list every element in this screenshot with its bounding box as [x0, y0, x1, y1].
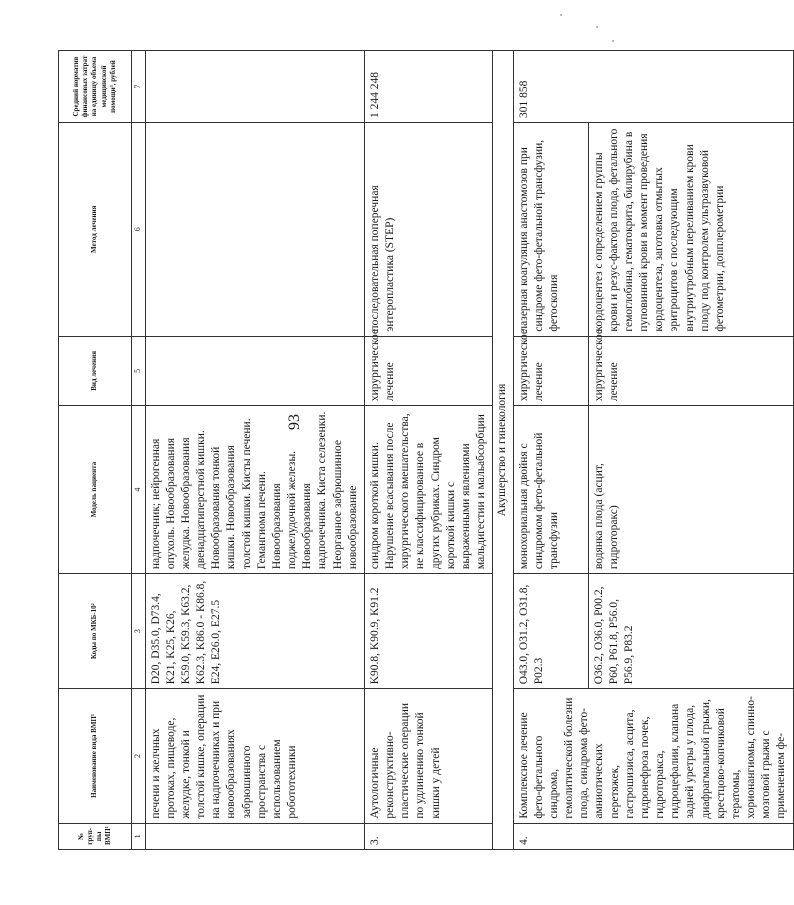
page-number: 93	[286, 414, 303, 430]
header-row	[59, 51, 132, 850]
group-number: 4.	[513, 823, 793, 849]
vmp-name: печени и желчных протоках, пищеводе, желудке, тонкой и толстой кишке, операции на надпочечниках и при новообразованиях забрюшинного пространства с использованием робототехники	[145, 689, 364, 823]
treatment-type	[145, 336, 364, 406]
section-row	[493, 51, 513, 850]
patient-model: монохориальная двойня с синдромом фето-фетальной трансфузии	[513, 406, 588, 574]
treatment-method: лазерная коагуляция анастомозов при синдроме фето-фетальной трансфузии, фетоскопия	[513, 123, 588, 337]
header-cost: Средний норматив финансовых затрат на единицу объема медицинской помощи³, рублей	[59, 51, 132, 123]
group-number	[145, 823, 364, 849]
treatment-type: хирургическое лечение	[364, 336, 492, 406]
cost: 1 244 248	[364, 51, 492, 123]
cost	[145, 51, 364, 123]
column-number: 7	[132, 51, 146, 123]
header-treatment-method: Метод лечения	[59, 123, 132, 337]
table-row	[513, 51, 588, 850]
column-number: 5	[132, 336, 146, 406]
icd-codes: D20, D35.0, D73.4, K21, K25, K26, K59.0, K59.3, K63.2, K62.3, K86.0 - K86.8, E24, E26.0, E27.5	[145, 574, 364, 689]
header-vmp-name: Наименование вида ВМП¹	[59, 689, 132, 823]
icd-codes: O43.0, O31.2, O31.8, P02.3	[513, 574, 588, 689]
scan-speck	[612, 40, 614, 42]
treatment-method: кордоцентез с определением группы крови и резус-фактора плода, фетального гемоглобина, гематокрита, билирубина в пуповинной крови в момент проведения кордоцентеза, заготовка отмытых эритроцитов с последующим внутриутробным переливанием крови плоду под контролем ультразвуковой фетометрии, допплерометрии	[588, 123, 793, 337]
group-number: 3.	[364, 823, 492, 849]
column-number: 3	[132, 574, 146, 689]
icd-codes: O36.2, O36.0, P00.2, P60, P61.8, P56.0, P56.9, P83.2	[588, 574, 793, 689]
header-treatment-type: Вид лечения	[59, 336, 132, 406]
cost: 301 858	[513, 51, 793, 123]
treatment-method	[145, 123, 364, 337]
column-number: 4	[132, 406, 146, 574]
column-number: 6	[132, 123, 146, 337]
vmp-name: Комплексное лечение фето-фетального синдрома, гемолитической болезни плода, синдрома фето-амниотических перетяжек, гастрошизиса, асцита, гидронефроза почек, гидроторакса, гидроцефалии, клапана задней уретры у плода, диафрагмальной грыжи, крестцово-копчиковой тератомы, хорионангиомы, спинно-мозговой грыжи с применением фе-	[513, 689, 793, 823]
scan-speck	[560, 14, 562, 16]
header-group-number: № груп-пы ВМП¹	[59, 823, 132, 849]
icd-codes: K90.8, K90.9, K91.2	[364, 574, 492, 689]
patient-model: водянка плода (асцит, гидроторакс)	[588, 406, 793, 574]
patient-model: надпочечник; нейрогенная опухоль. Новообразования желудка. Новообразования двенадцатиперстной кишки. Новообразования тонкой кишки. Новообразования толстой кишки. Кисты печени. Гемангиома печени. Новообразования поджелудочной железы. Новообразования надпочечника. Киста селезенки. Неорганное забрюшинное новообразование	[145, 406, 364, 574]
vmp-table	[58, 50, 794, 850]
column-number: 2	[132, 689, 146, 823]
column-number-row	[132, 51, 146, 850]
treatment-type: хирургическое лечение	[513, 336, 588, 406]
patient-model: синдром короткой кишки. Нарушение всасывания после хирургического вмешательства, не классифицированное в других рубриках. Синдром короткой кишки с выраженными явлениями мальдигестии и мальабсорбции	[364, 406, 492, 574]
scan-speck	[596, 26, 598, 28]
header-patient-model: Модель пациента	[59, 406, 132, 574]
vmp-name: Аутологичные реконструктивно-пластические операции по удлинению тонкой кишки у детей	[364, 689, 492, 823]
section-title: Акушерство и гинекология	[493, 51, 513, 850]
treatment-type: хирургическое лечение	[588, 336, 793, 406]
table-row	[145, 51, 364, 850]
treatment-method: последовательная поперечная энтеропластика (STEP)	[364, 123, 492, 337]
header-icd-codes: Коды по МКБ-10²	[59, 574, 132, 689]
column-number: 1	[132, 823, 146, 849]
table-row	[364, 51, 492, 850]
document-table-rotated	[58, 50, 788, 850]
